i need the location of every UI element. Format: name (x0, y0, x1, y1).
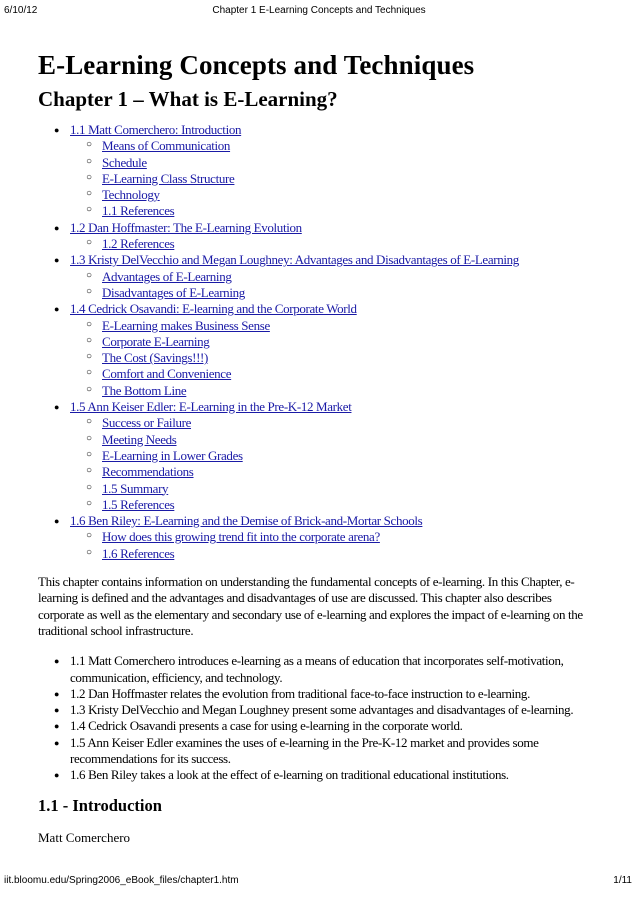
toc-subitem (70, 187, 604, 203)
toc-item (38, 399, 604, 513)
toc-subitem (70, 269, 604, 285)
section-author: Matt Comerchero (38, 829, 131, 845)
toc-subitem (70, 171, 604, 187)
toc-link[interactable]: The Cost (Savings!!!) (102, 350, 209, 366)
toc-subitem (70, 529, 604, 545)
toc-item (38, 301, 604, 399)
list-item: ● 1.6 Ben Riley takes a look at the effect of e-learning on traditional educational institutions. (38, 767, 604, 783)
toc-link[interactable]: Success or Failure (102, 415, 192, 431)
list-item: ● 1.2 Dan Hoffmaster relates the evolution from traditional face-to-face instruction to e-learning. (38, 686, 604, 702)
list-item: ● 1.1 Matt Comerchero introduces e-learning as a means of education that incorporates self-motivation, communication, efficiency, and technology. (38, 653, 604, 686)
toc-link[interactable]: Technology (102, 187, 160, 203)
toc-link[interactable]: E-Learning makes Business Sense (102, 317, 270, 333)
chapter-summary-list (38, 653, 604, 783)
print-date: 6/10/12 (4, 5, 38, 16)
toc-subitem (70, 138, 604, 154)
toc-link[interactable]: Recommendations (102, 464, 194, 480)
toc-link[interactable]: How does this growing trend fit into the corporate arena? (102, 529, 380, 545)
toc-item (38, 220, 604, 253)
toc-link-1-3[interactable]: 1.3 Kristy DelVecchio and Megan Loughney: Advantages and Disadvantages of E-Learning (70, 252, 519, 268)
toc-subitem (70, 383, 604, 399)
toc-link[interactable]: Means of Communication (102, 138, 231, 154)
toc-subitem (70, 236, 604, 252)
toc-subitem (70, 432, 604, 448)
intro-paragraph: This chapter contains information on understanding the fundamental concepts of e-learning. In this Chapter, e-learning is defined and the advantages and disadvantages of use are discussed. This chapter also describes corporate as well as the elementary and secondary use of e-learning and explores the impact of e-learning on the traditional school infrastructure. (38, 574, 583, 638)
toc-link-1-2[interactable]: 1.2 Dan Hoffmaster: The E-Learning Evolution (70, 219, 302, 235)
toc-link[interactable]: 1.1 References (102, 203, 175, 219)
toc-link-1-6[interactable]: 1.6 Ben Riley: E-Learning and the Demise of Brick-and-Mortar Schools (70, 513, 423, 529)
toc-link[interactable]: 1.5 Summary (102, 480, 169, 496)
toc-subitem (70, 203, 604, 219)
page-content (38, 46, 604, 846)
toc-subitem (70, 155, 604, 171)
toc-subitem (70, 497, 604, 513)
print-page-number: 1/11 (613, 875, 632, 886)
toc-link[interactable]: The Bottom Line (102, 382, 187, 398)
table-of-contents (38, 122, 604, 562)
toc-link[interactable]: 1.6 References (102, 545, 175, 561)
toc-link-1-5[interactable]: 1.5 Ann Keiser Edler: E-Learning in the Pre-K-12 Market (70, 399, 352, 415)
toc-subitem (70, 481, 604, 497)
toc-link[interactable]: E-Learning Class Structure (102, 170, 235, 186)
toc-link-1-4[interactable]: 1.4 Cedrick Osavandi: E-learning and the Corporate World (70, 301, 357, 317)
print-footer (0, 873, 638, 893)
toc-subitem (70, 318, 604, 334)
toc-subitem (70, 415, 604, 431)
toc-subitem (70, 285, 604, 301)
toc-link[interactable]: Comfort and Convenience (102, 366, 232, 382)
list-item: ● 1.5 Ann Keiser Edler examines the uses of e-learning in the Pre-K-12 market and provides some recommendations for its success. (38, 735, 604, 768)
toc-subitem (70, 546, 604, 562)
toc-link[interactable]: Schedule (102, 154, 147, 170)
toc-link[interactable]: Corporate E-Learning (102, 333, 210, 349)
toc-subitem (70, 448, 604, 464)
toc-link[interactable]: 1.5 References (102, 496, 175, 512)
toc-item (38, 122, 604, 220)
toc-link-1-1[interactable]: 1.1 Matt Comerchero: Introduction (70, 122, 242, 137)
toc-subitem (70, 334, 604, 350)
toc-link[interactable]: E-Learning in Lower Grades (102, 447, 243, 463)
toc-subitem (70, 366, 604, 382)
list-item: ● 1.3 Kristy DelVecchio and Megan Loughney present some advantages and disadvantages of e-learning. (38, 702, 604, 718)
print-url: iit.bloomu.edu/Spring2006_eBook_files/chapter1.htm (4, 875, 239, 886)
toc-link[interactable]: Disadvantages of E-Learning (102, 284, 245, 300)
toc-link[interactable]: 1.2 References (102, 236, 175, 252)
document-title: E-Learning Concepts and Techniques (38, 50, 475, 80)
chapter-title: Chapter 1 – What is E-Learning? (38, 87, 338, 111)
toc-subitem (70, 350, 604, 366)
print-title: Chapter 1 E-Learning Concepts and Techniques (212, 5, 426, 16)
section-heading: 1.1 - Introduction (38, 795, 162, 815)
toc-item (38, 513, 604, 562)
toc-item (38, 252, 604, 301)
toc-link[interactable]: Meeting Needs (102, 431, 177, 447)
toc-link[interactable]: Advantages of E-Learning (102, 268, 232, 284)
print-header (0, 0, 638, 22)
toc-subitem (70, 464, 604, 480)
list-item: ● 1.4 Cedrick Osavandi presents a case for using e-learning in the corporate world. (38, 718, 604, 734)
